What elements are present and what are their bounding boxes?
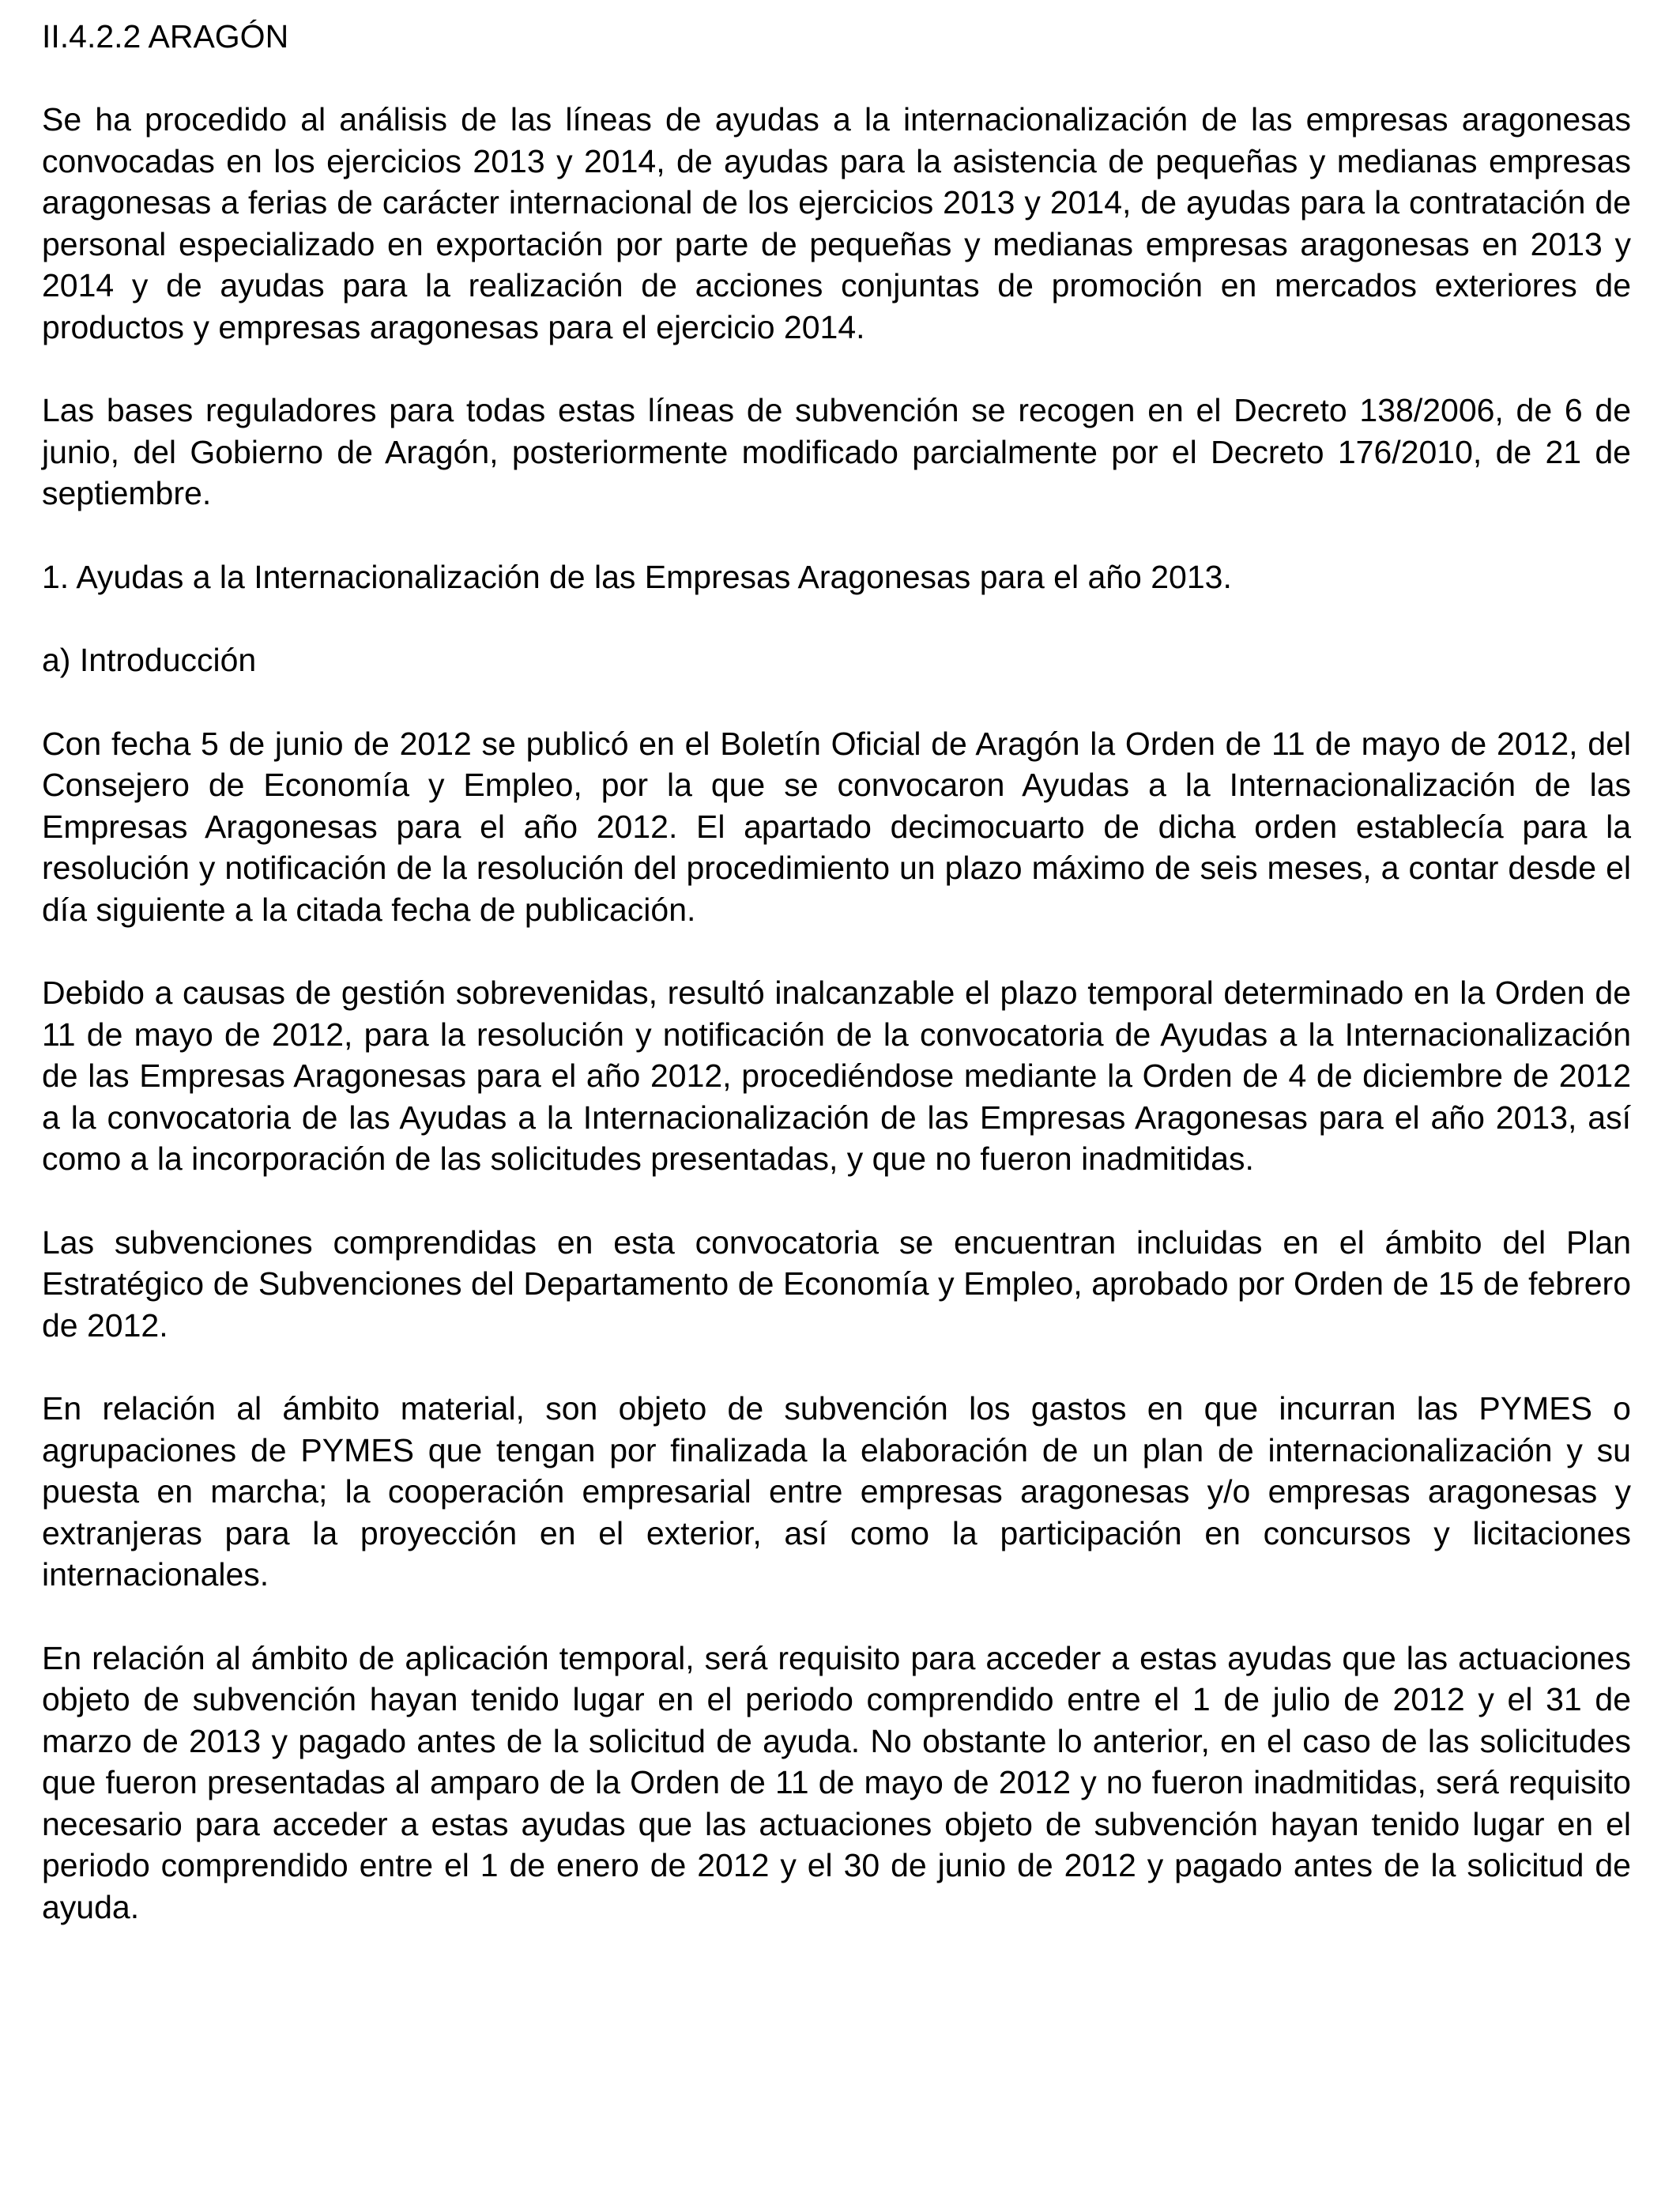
paragraph-management-causes: Debido a causas de gestión sobrevenidas, resultó inalcanzable el plazo temporal determinado en la Orden de 11 de mayo de 2012, para la resolución y notificación de la convocatoria de Ayudas a la Internacionalización de las Empresas Aragonesas para el año 2012, procediéndose mediante la Orden de 4 de diciembre de 2012 a la convocatoria de las Ayudas a la Internacionalización de las Empresas Aragonesas para el año 2013, así como a la incorporación de las solicitudes presentadas, y que no fueron inadmitidas. <box>42 974 1631 1177</box>
paragraph-publication-date: Con fecha 5 de junio de 2012 se publicó en el Boletín Oficial de Aragón la Orden de 11 de mayo de 2012, del Consejero de Economía y Empleo, por la que se convocaron Ayudas a la Internacionalización de las Empresas Aragonesas para el año 2012. El apartado decimocuarto de dicha orden establecía para la resolución y notificación de la resolución del procedimiento un plazo máximo de seis meses, a contar desde el día siguiente a la citada fecha de publicación. <box>42 725 1631 928</box>
section-heading: II.4.2.2 ARAGÓN <box>42 18 289 55</box>
document-page <box>42 16 1631 1970</box>
paragraph-temporal-scope: En relación al ámbito de aplicación temporal, será requisito para acceder a estas ayudas que las actuaciones objeto de subvención hayan tenido lugar en el periodo comprendido entre el 1 de julio de 2012 y el 31 de marzo de 2013 y pagado antes de la solicitud de ayuda. No obstante lo anterior, en el caso de las solicitudes que fueron presentadas al amparo de la Orden de 11 de mayo de 2012 y no fueron inadmitidas, será requisito necesario para acceder a estas ayudas que las actuaciones objeto de subvención hayan tenido lugar en el periodo comprendido entre el 1 de enero de 2012 y el 30 de junio de 2012 y pagado antes de la solicitud de ayuda. <box>42 1639 1631 1925</box>
paragraph-strategic-plan: Las subvenciones comprendidas en esta convocatoria se encuentran incluidas en el ámbito del Plan Estratégico de Subvenciones del Departamento de Economía y Empleo, aprobado por Orden de 15 de febrero de 2012. <box>42 1223 1631 1344</box>
subsection-title-ayudas-2013: 1. Ayudas a la Internacionalización de las Empresas Aragonesas para el año 2013. <box>42 558 1232 595</box>
subsection-title-introduccion: a) Introducción <box>42 642 257 678</box>
paragraph-regulatory-bases: Las bases reguladores para todas estas líneas de subvención se recogen en el Decreto 138/2006, de 6 de junio, del Gobierno de Aragón, posteriormente modificado parcialmente por el Decreto 176/2010, de 21 de septiembre. <box>42 392 1631 511</box>
paragraph-analysis-scope: Se ha procedido al análisis de las líneas de ayudas a la internacionalización de las empresas aragonesas convocadas en los ejercicios 2013 y 2014, de ayudas para la asistencia de pequeñas y medianas empresas aragonesas a ferias de carácter internacional de los ejercicios 2013 y 2014, de ayudas para la contratación de personal especializado en exportación por parte de pequeñas y medianas empresas aragonesas en 2013 y 2014 y de ayudas para la realización de acciones conjuntas de promoción en mercados exteriores de productos y empresas aragonesas para el ejercicio 2014. <box>42 101 1631 345</box>
paragraph-material-scope: En relación al ámbito material, son objeto de subvención los gastos en que incurran las PYMES o agrupaciones de PYMES que tengan por finalizada la elaboración de un plan de internacionalización y su puesta en marcha; la cooperación empresarial entre empresas aragonesas y/o empresas aragonesas y extranjeras para la proyección en el exterior, así como la participación en concursos y licitaciones internacionales. <box>42 1390 1631 1593</box>
